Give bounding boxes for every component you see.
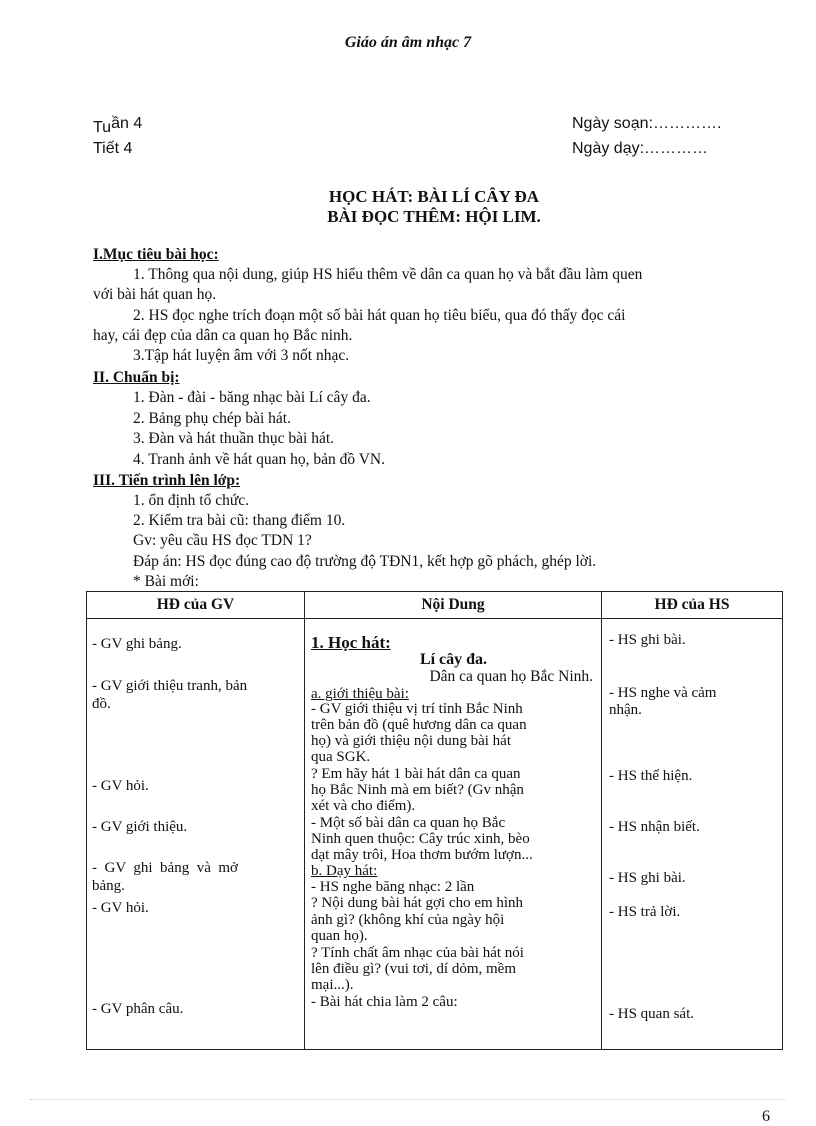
week-label [93,115,143,136]
footer-divider [30,1099,786,1100]
prep-item: 1. Đàn - đài - băng nhạc bài Lí cây đa. [133,389,371,406]
song-origin: Dân ca quan họ Bắc Ninh. [429,668,593,685]
student-step: - HS nhận biết. [609,819,700,835]
lesson-subtitle: BÀI ĐỌC THÊM: HỘI LIM. [327,207,541,226]
content-line: trên bản đồ (quê hương dân ca quan [311,717,527,733]
objective-2-cont: hay, cái đẹp của dân ca quan họ Bắc ninh. [93,327,353,344]
song-title: Lí cây đa. [419,651,488,668]
objective-3: 3.Tập hát luyện âm với 3 nốt nhạc. [133,347,350,364]
content-line: Ninh quen thuộc: Cây trúc xinh, bèo [311,831,530,847]
content-line: - Một số bài dân ca quan họ Bắc [311,815,506,831]
student-step: - HS nghe và cảm [609,685,717,701]
table-header-row [87,592,783,619]
header-student-activity: HĐ của HS [602,592,783,619]
content-line: dạt mây trôi, Hoa thơm bướm lượn... [311,847,533,863]
header-teacher-activity: HĐ của GV [87,592,305,619]
header-content: Nội Dung [305,592,602,619]
content-line: ? Tính chất âm nhạc của bài hát nói [311,945,524,961]
content-line: - GV giới thiệu vị trí tỉnh Bắc Ninh [311,701,523,717]
lesson-activity-table [86,591,783,1050]
teacher-step: đồ. [92,696,111,712]
week-label-prefix: Tu [93,119,112,136]
objective-1-cont: với bài hát quan họ. [93,286,217,303]
teacher-step: - GV hỏi. [92,778,149,794]
prep-date-label: Ngày soạn:…………. [572,115,722,132]
teacher-step: - GV giới thiệu. [92,819,188,835]
teacher-activity-cell [87,619,305,1050]
teacher-step: bảng. [92,878,125,894]
content-line: ? Em hãy hát 1 bài hát dân ca quan [311,766,521,782]
procedure-item: 2. Kiểm tra bài cũ: thang điểm 10. [133,512,346,529]
content-section-title: 1. Học hát: [311,633,391,652]
content-line: - HS nghe băng nhạc: 2 lần [311,879,475,895]
content-cell [305,619,602,1050]
objective-2: 2. HS đọc nghe trích đoạn một số bài hát quan họ tiêu biểu, qua đó thấy đọc cái [133,307,626,324]
procedure-item: 1. ổn định tổ chức. [133,492,250,509]
table-row [87,619,783,1050]
procedure-item: * Bài mới: [133,573,199,590]
content-line: họ) và giới thiệu nội dung bài hát [311,733,511,749]
teacher-step: - GV phân câu. [92,1001,184,1017]
content-line: ảnh gì? (không khí của ngày hội [311,912,505,928]
content-line: xét và cho điểm). [311,798,416,814]
student-step: - HS quan sát. [609,1006,694,1022]
content-line: quan họ). [311,928,368,944]
week-label-suffix: ần 4 [111,115,143,132]
teacher-step: - GV hỏi. [92,900,149,916]
document-header: Giáo án âm nhạc 7 [344,34,472,51]
student-step: - HS thể hiện. [609,768,693,784]
procedure-item: Đáp án: HS đọc đúng cao độ trường độ TĐN1, kết hợp gõ phách, ghép lời. [133,553,597,570]
student-step: - HS ghi bài. [609,870,686,886]
student-step: nhận. [609,702,642,718]
section-objectives-heading: I.Mục tiêu bài học: [93,246,219,263]
section-procedure-heading: III. Tiến trình lên lớp: [93,472,241,489]
subsection-b-heading: b. Dạy hát: [311,863,378,879]
prep-item: 3. Đàn và hát thuần thục bài hát. [133,430,335,447]
procedure-item: Gv: yêu cầu HS đọc TDN 1? [133,532,312,549]
content-line: qua SGK. [311,749,371,765]
student-activity-cell [602,619,783,1050]
content-line: mại...). [311,977,354,993]
lesson-title: HỌC HÁT: BÀI LÍ CÂY ĐA [328,187,540,206]
section-preparation-heading: II. Chuẩn bị: [93,369,180,386]
subsection-a-heading: a. giới thiệu bài: [311,686,409,702]
teacher-step: - GV giới thiệu tranh, bản [92,678,248,694]
teacher-step: - GV ghi bảng. [92,636,182,652]
student-step: - HS ghi bài. [609,632,686,648]
page-number: 6 [762,1108,770,1125]
content-line: - Bài hát chia làm 2 câu: [311,994,458,1010]
content-line: họ Bắc Ninh mà em biết? (Gv nhận [311,782,524,798]
content-line: lên điều gì? (vui tơi, dí dỏm, mềm [311,961,516,977]
teacher-step: - GV ghi bảng và mở [92,860,238,876]
student-step: - HS trả lời. [609,904,681,920]
prep-item: 4. Tranh ảnh về hát quan họ, bản đồ VN. [133,451,385,468]
period-label: Tiết 4 [93,140,133,157]
teach-date-label: Ngày dạy:………… [572,140,709,157]
content-line: ? Nội dung bài hát gợi cho em hình [311,895,524,911]
prep-item: 2. Bảng phụ chép bài hát. [133,410,291,427]
objective-1: 1. Thông qua nội dung, giúp HS hiểu thêm về dân ca quan họ và bắt đầu làm quen [133,266,643,283]
